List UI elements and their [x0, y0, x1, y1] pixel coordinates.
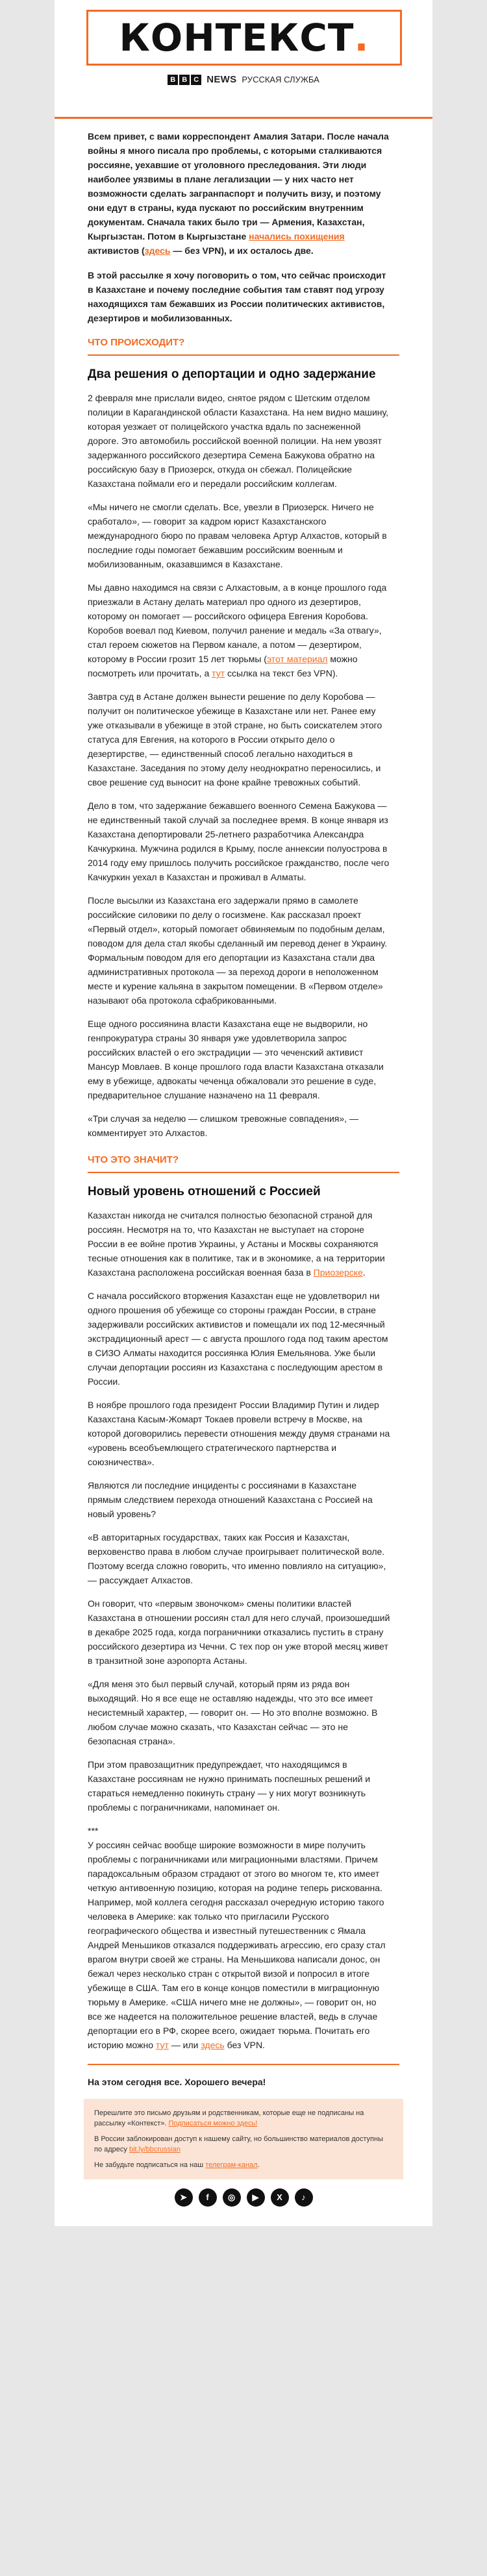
- section-question-2: ЧТО ЭТО ЗНАЧИТ?: [88, 1154, 179, 1165]
- paragraph: У россиян сейчас вообще широкие возможности в мире получить проблемы с пограничниками или миграционными властями. Причем парадоксальным образом страдают от этого во многом те, кто имеет четкую антивоенную позицию, которая на родине теперь рискованна. Например, мой коллега сегодня рассказал очередную историю такого человека в Америке: как только что пригласили Русского географического общества и известный путешественник с Ямала Андрей Меньшиков отказался поддерживать агрессию, его сразу стал врагом внутри своей же страны. На Меньшикова написали донос, он бежал через несколько стран с открытой визой и попросил в итоге убежище в США. Там его в конце концов поместили в миграционную тюрьму в Америке. «США ничего мне не должны», — говорит он, но все же надеется на положительное решение властей, ведь в случае депортации его в РФ, скорее всего, ожидает тюрьма. Почитать его историю можно тут — или здесь без VPN.: [88, 1840, 386, 2050]
- link-story[interactable]: тут: [155, 2040, 169, 2050]
- link-story-novpn[interactable]: здесь: [201, 2040, 225, 2050]
- social-icons: [55, 2179, 432, 2226]
- telegram-channel-link[interactable]: телеграм-канал: [205, 2161, 258, 2169]
- instagram-icon[interactable]: ◎: [223, 2188, 241, 2207]
- logo-box: [86, 10, 402, 66]
- link-kidnappings[interactable]: начались похищения: [249, 231, 345, 242]
- paragraph: Завтра суд в Астане должен вынести решение по делу Коробова — получит он политическое убежище в Казахстане или нет. Ранее ему уже отказывали в убежище в этой стране, но быть соискателем этого статуса для Евгения, на которого в России открыто дело о дезертирстве, — единственный способ легально находиться в Казахстане. Заседания по этому делу неоднократно переносились, и свое решение суд выносит на фоне крайне тревожных событий.: [88, 691, 382, 787]
- intro-paragraph: Всем привет, с вами корреспондент Амалия Затари. После начала войны я много писала про проблемы, с которыми сталкиваются россияне, уехавшие от уголовного преследования. Эти люди наиболее уязвимы в плане легализации — у них часто нет возможности сделать загранпаспорт и получить визу, и поэтому они едут в страны, куда пускают по российским внутренним документам. Сначала таких было три — Армения, Казахстан, Кыргызстан. Потом в Кыргызстане начались похищения активистов (здесь — без VPN), и их осталось две.: [88, 131, 389, 256]
- paragraph: «Для меня это был первый случай, который прям из ряда вон выходящий. Но я все еще не оставляю надежды, что это все имеет несистемный характер, — говорит он. — Но это вполне возможно. В любом случае можно сказать, что Казахстан сейчас — это не безопасная страна».: [88, 1679, 378, 1746]
- subscribe-link[interactable]: Подписаться можно здесь!: [168, 2120, 258, 2127]
- paragraph: «В авторитарных государствах, таких как Россия и Казахстан, верховенство права в любом случае проигрывает политической воле. Поэтому всегда сложно говорить, что именно повлияло на ситуацию», — рассуждает Алхастов.: [88, 1532, 386, 1585]
- youtube-icon[interactable]: ▶: [247, 2188, 265, 2207]
- footer-line: Не забудьте подписаться на наш телеграм-канал.: [94, 2161, 260, 2169]
- intro-paragraph-2: В этой рассылке я хочу поговорить о том, что сейчас происходит в Казахстане и почему последние события там ставят под угрозу находящихся там бежавших из России политических активистов, дезертиров и мобилизованных.: [88, 270, 386, 323]
- footer-line: Перешлите это письмо друзьям и родственникам, которые еще не подписаны на рассылку «Контекст». Подписаться можно здесь!: [94, 2109, 364, 2127]
- link-text[interactable]: тут: [212, 668, 225, 678]
- x-icon[interactable]: X: [271, 2188, 289, 2207]
- link-material[interactable]: этот материал: [266, 654, 328, 664]
- paragraph: При этом правозащитник предупреждает, что находящимся в Казахстане россиянам не нужно принимать поспешных решений и стараться немедленно покинуть страну — у них могут возникнуть проблемы с пограничниками, напоминает он.: [88, 1759, 371, 1813]
- separator-stars: ***: [88, 1826, 99, 1836]
- paragraph: Являются ли последние инциденты с россиянами в Казахстане прямым следствием перехода отношений Казахстана с Россией на новый уровень?: [88, 1480, 373, 1519]
- tiktok-icon[interactable]: ♪: [295, 2188, 313, 2207]
- section-question-1: ЧТО ПРОИСХОДИТ?: [88, 337, 185, 348]
- paragraph: Он говорит, что «первым звоночком» смены политики властей Казахстана в отношении россиян стал для него случай, произошедший в декабре 2025 года, когда пограничники отказались пустить в страну российского дезертира из Чечни. С тех пор он уже второй месяц живет в транзитной зоне аэропорта Астаны.: [88, 1598, 390, 1666]
- header: [55, 0, 432, 119]
- facebook-icon[interactable]: f: [199, 2188, 217, 2207]
- paragraph: С начала российского вторжения Казахстан еще не удовлетворил ни одного прошения об убежище со стороны граждан России, в стране задерживали российских активистов и помещали их под 12-месячный экстрадиционный арест — с августа прошлого года под таким арестом в СИЗО Алматы находится россиянка Юлия Емельянова. Уже были случаи депортации россиян из Казахстана с последующим арестом в России.: [88, 1291, 388, 1387]
- signoff: На этом сегодня все. Хорошего вечера!: [88, 2077, 266, 2087]
- divider: [88, 354, 399, 356]
- paragraph: После высылки из Казахстана его задержали прямо в самолете российские силовики по делу о госизмене. Как рассказал проект «Первый отдел», который помогает обвиняемым по подобным делам, поводом для дела стал якобы сделанный им перевод денег в Украину. Формальным поводом для его депортации из Казахстана стали два административных протокола — за переход дороги в неположенном месте и курение кальяна в закрытом помещении. В «Первом отделе» называют оба протокола сфабрикованными.: [88, 895, 388, 1006]
- paragraph: 2 февраля мне прислали видео, снятое рядом с Шетским отделом полиции в Карагандинской области Казахстана. На нем видно машину, которая уезжает от полицейского участка вдаль по заснеженной дороге. Это автомобиль российской военной полиции. На нем увозят задержанного российского дезертира Семена Бажукова обратно на российскую базу в Приозерск, откуда он сбежал. Полицейские Казахстана поймали его и передали российским коллегам.: [88, 393, 389, 489]
- paragraph: Казахстан никогда не считался полностью безопасной страной для россиян. Несмотря на то, что Казахстан не выступает на стороне России в ее войне против Украины, у Астаны и Москвы сохраняются тесные отношения как в политике, так и в экономике, а на территории Казахстана расположена российская военная база в Приозерске.: [88, 1210, 385, 1278]
- link-priozersk[interactable]: Приозерске: [313, 1267, 363, 1278]
- paragraph: «Мы ничего не смогли сделать. Все, увезли в Приозерск. Ничего не сработало», — говорит за кадром юрист Казахстанского международного бюро по правам человека Артур Алхастов, который в последние годы помогает бежавшим российским военным и мобилизованным, оказавшимся в Казахстане.: [88, 502, 387, 569]
- bbc-news-label: NEWS: [206, 74, 237, 85]
- footer-line: В России заблокирован доступ к нашему сайту, но большинство материалов доступны по адресу bit.ly/bbcrussian: [94, 2135, 383, 2153]
- section-title-2: Новый уровень отношений с Россией: [88, 1185, 321, 1198]
- bbc-russian-service: [55, 74, 432, 85]
- paragraph: Мы давно находимся на связи с Алхастовым, а в конце прошлого года приезжали в Астану делать материал про одного из дезертиров, которому он помогает — российского офицера Евгения Коробова. Коробов воевал под Киевом, получил ранение и медаль «За отвагу», стал героем сюжетов на Первом канале, а потом — дезертиром, которому в России грозит 15 лет тюрьмы (этот материал можно посмотреть или прочитать, а тут ссылка на текст без VPN).: [88, 582, 387, 678]
- newsletter: [55, 0, 432, 2226]
- bbc-logo: B B C: [168, 75, 201, 85]
- link-here[interactable]: здесь: [144, 245, 171, 256]
- service-label: РУССКАЯ СЛУЖБА: [242, 75, 319, 84]
- logo: КОНТЕКСТ.: [119, 16, 369, 60]
- paragraph: «Три случая за неделю — слишком тревожные совпадения», — комментирует это Алхастов.: [88, 1113, 358, 1138]
- telegram-icon[interactable]: ➤: [175, 2188, 193, 2207]
- paragraph: В ноябре прошлого года президент России Владимир Путин и лидер Казахстана Касым-Жомарт Токаев провели встречу в Москве, на которой договорились перевести отношения между двумя странами на «уровень всеобъемлющего стратегического партнерства и союзничества».: [88, 1400, 390, 1467]
- footer-box: [84, 2099, 403, 2179]
- divider: [88, 1172, 399, 1173]
- paragraph: Еще одного россиянина власти Казахстана еще не выдворили, но генпрокуратура страны 30 января уже удовлетворила запрос российских властей о его экстрадиции — это чеченский активист Мансур Мовлаев. В конце прошлого года власти Казахстана отказали ему в убежище, адвокаты чеченца обжаловали это решение в суде, предварительное слушание назначено на 11 февраля.: [88, 1019, 384, 1100]
- section-title-1: Два решения о депортации и одно задержание: [88, 367, 376, 381]
- mirror-link[interactable]: bit.ly/bbcrussian: [129, 2146, 181, 2153]
- paragraph: Дело в том, что задержание бежавшего военного Семена Бажукова — не единственный такой случай за последнее время. В конце января из Казахстана депортировали 25-летнего разработчика Александра Качкуркина. Мужчина родился в Крыму, после аннексии полуострова в 2014 году ему пришлось получить российское гражданство, после чего Качкуркин уехал в Казахстан и проживал в Алматы.: [88, 800, 390, 882]
